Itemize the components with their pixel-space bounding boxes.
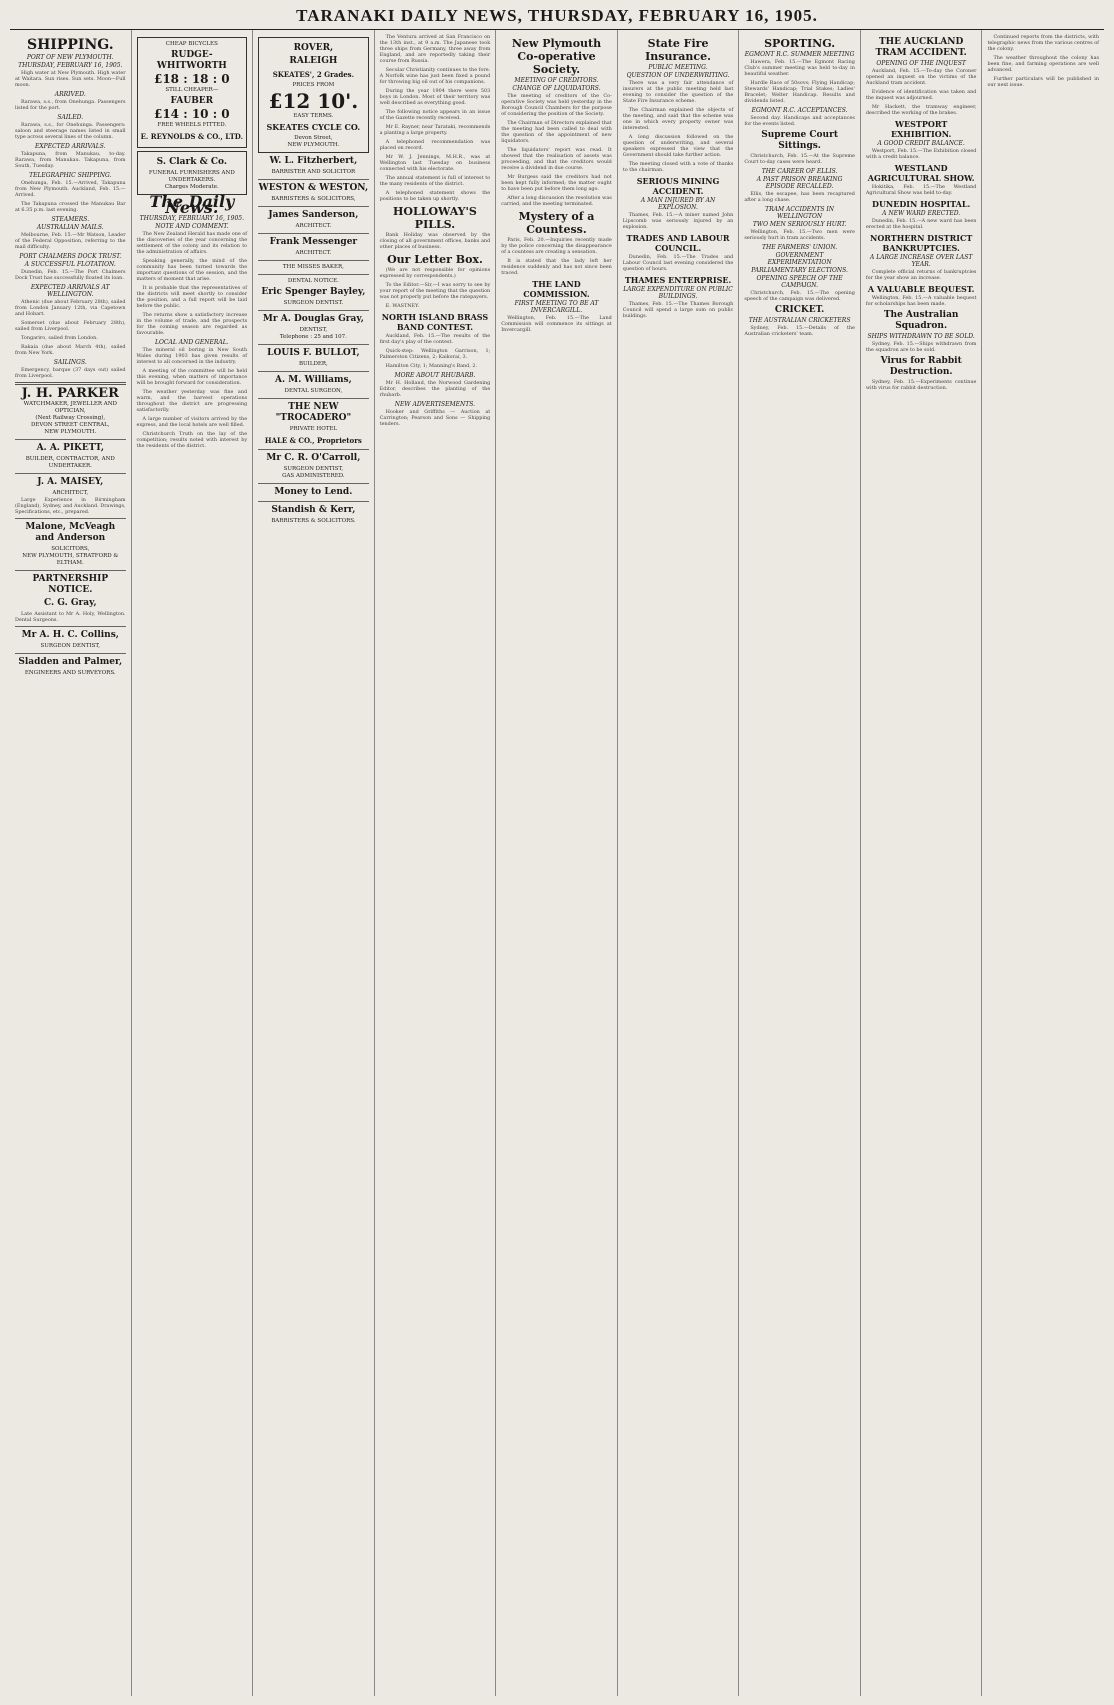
divider (258, 206, 369, 207)
col4-text-top: The Ventura arrived at San Francisco on the 13th inst., at 9 a.m. The Japanese took three ships from Germany, three away from England, and are reportedly taking their course from Russia. Secular Christianity continues to the fore. A Norfolk wine has just been fixed a pound for throwing big oil out of his companions. During the year 1904 there were 503 boys in London. Most of their territory was well described as everything good. The following notice appears in an issue of the Gazette recently received. Mr E. Rayner, near Tarataki, recommends a planting a large property. A telephoned recommendation was placed on record. Mr W. J. Jennings, M.H.R., was at Wellington last Tuesday on business connected with his electorate. The annual statement is full of interest to the many residents of the district. A telephoned statement shows the positions to be taken up shortly. (379, 34, 491, 202)
divider (15, 653, 126, 654)
ad-partnership: PARTNERSHIP NOTICE. (32, 574, 109, 595)
divider (258, 179, 369, 180)
divider (258, 233, 369, 234)
bequest-heading: A VALUABLE BEQUEST. (867, 284, 975, 294)
steamers-heading: STEAMERS. (51, 216, 90, 223)
agri-text: Hokitika, Feb. 15.—The Westland Agricultural Show was held to-day. (865, 184, 977, 196)
ad-weston: WESTON & WESTON, (258, 183, 369, 193)
tram-accidents-heading: TRAM ACCIDENTS IN WELLINGTON (765, 206, 835, 220)
mining-heading: SERIOUS MINING ACCIDENT. (636, 176, 720, 196)
liquidators-heading: CHANGE OF LIQUIDATORS. (512, 85, 601, 92)
daily-news-date: THURSDAY, FEBRUARY 16, 1905. (139, 215, 244, 222)
ad-easy: EASY TERMS. (293, 113, 334, 119)
ad-baker: THE MISSES BAKER, (282, 264, 344, 270)
egmont-heading: EGMONT R.C. SUMMER MEETING (744, 51, 855, 58)
sailings-text: Emergency, barque (37 days out) sailed from Liverpool. (15, 367, 126, 379)
maisey-text: Large Experience in Birmingham (England), Sydney, and Auckland. Drawings, Specifications, etc., prepared. (15, 497, 126, 515)
ad-messenger-line1: ARCHITECT. (295, 250, 332, 256)
column-3 (253, 30, 375, 1696)
ad-skeates-grades: SKEATES', 2 Grades. (272, 70, 355, 79)
port-subheading: PORT OF NEW PLYMOUTH. (26, 54, 114, 61)
column-5 (496, 30, 618, 1696)
ad-sanderson-line1: ARCHITECT. (295, 223, 332, 229)
column-6 (618, 30, 740, 1696)
virus-text: Sydney, Feb. 15.—Experiments continue with virus for rabbit destruction. (865, 379, 977, 391)
ad-clark-line1: FUNERAL FURNISHERS AND UNDERTAKERS. (148, 170, 235, 183)
australians-heading: THE AUSTRALIAN CRICKETERS (748, 317, 851, 324)
bankruptcies-sub: A LARGE INCREASE OVER LAST YEAR. (869, 254, 973, 268)
egmont-acceptances-heading: EGMONT R.C. ACCEPTANCES. (751, 107, 848, 114)
ad-parker-name: J. H. PARKER (21, 386, 119, 401)
mining-sub: A MAN INJURED BY AN EXPLOSION. (640, 197, 716, 211)
local-text: The mineral oil boring in New South Wales during 1903 has given results of interest to all concerned in the industry. A meeting of the committee will be held this evening, when matters of importance will be brought forward for consideration. The weather yesterday was fine and warm, and the harvest operations throughout the district are progressing satisfactorily. A large number of visitors arrived by the express, and the local hotels are well filled. Christchurch Truth on the lay of the competition; results noted with interest by the residents of the district. (136, 347, 248, 449)
divider (15, 473, 126, 474)
gray-text: Late Assistant to Mr A. Holy, Wellington. Dental Surgeons. (15, 611, 126, 623)
mining-text: Thames, Feb. 15.—A miner named John Lipscomb was seriously injured by an explosion. (622, 212, 734, 230)
divider (258, 501, 369, 502)
parliamentary-heading: PARLIAMENTARY ELECTIONS. (751, 267, 848, 274)
letter-box-heading: Our Letter Box. (387, 253, 483, 266)
expected-text: Takapuna, from Manukau, to-day. Rarawa, from Manukau. Takapuna, from South, Tuesday. (15, 151, 126, 169)
ships-text: Sydney, Feb. 15.—Ships withdrawn from the squadron are to be sold. (865, 341, 977, 353)
bankruptcies-heading: NORTHERN DISTRICT BANKRUPTCIES. (870, 233, 973, 253)
gov-exp-heading: GOVERNMENT EXPERIMENTATION (767, 252, 832, 266)
ad-malone-line1: SOLICITORS, (51, 546, 90, 552)
ad-clark (137, 151, 248, 195)
divider (15, 382, 126, 385)
mails-text: Melbourne, Feb. 15.—Mr Watson, Leader of the Federal Opposition, referring to the mail difficulty. (15, 232, 126, 250)
ad-hale: HALE & CO., Proprietors (264, 436, 362, 445)
rhubarb-text: Mr H. Holland, the Norwood Gardening Editor, describes the planting of the rhubarb. (379, 380, 491, 398)
divider (258, 449, 369, 450)
ad-price3: £12 10'. (268, 89, 359, 113)
tram-text: Wellington, Feb. 15.—Two men were seriously hurt in tram accidents. (744, 229, 855, 241)
column-1 (10, 30, 132, 1696)
ad-fitz-line1: BARRISTER AND SOLICITOR (271, 169, 356, 175)
telegraphic-text: Onehunga, Feb. 15.—Arrived, Takapuna from New Plymouth. Auckland, Feb. 15.—Arrived. The Takapuna crossed the Manukau Bar at 6.35 p.m. last evening. (15, 180, 126, 213)
fire-heading: State Fire Insurance. (645, 37, 711, 63)
campaign-text: Christchurch, Feb. 15.—The opening speech of the campaign was delivered. (744, 290, 855, 302)
westport-text: Westport, Feb. 15.—The Exhibition closed with a credit balance. (865, 148, 977, 160)
telegraphic-heading: TELEGRAPHIC SHIPPING. (29, 172, 112, 179)
ad-malone-line2: NEW PLYMOUTH, STRATFORD & ELTHAM. (22, 553, 119, 566)
ad-trocadero: THE NEW "TROCADERO" (275, 402, 352, 423)
ad-parker-line3: (Next Railway Crossing), (35, 415, 106, 421)
ad-price2: £14 : 10 : 0 (153, 107, 230, 121)
ad-reynolds: E. REYNOLDS & CO., LTD. (140, 132, 244, 141)
coop-text: The meeting of creditors of the Co-operative Society was held yesterday in the Borough Council Chambers for the purpose of considering the position of the Society. The Chairman of Directors explained that the meeting had been called to deal with the question of the appointment of new liquidators. The liquidators' report was read. It showed that the realisation of assets was proceeding, and that the creditors would receive a dividend in due course. Mr Burgess said the creditors had not been kept fully informed; the matter ought to have been put before them long ago. After a long discussion the resolution was carried, and the meeting terminated. (501, 93, 612, 207)
arrived-heading: ARRIVED. (54, 91, 86, 98)
land-heading: THE LAND COMMISSION. (523, 279, 590, 299)
cricket-text: Sydney, Feb. 15.—Details of the Australian cricketers' team. (744, 325, 855, 337)
dunedin-heading: DUNEDIN HOSPITAL. (872, 199, 971, 209)
ad-money: Money to Lend. (274, 487, 353, 497)
ad-collins-line1: SURGEON DENTIST, (40, 643, 101, 649)
ad-clark-line2: Charges Moderate. (164, 184, 219, 190)
ad-bullot-line1: BUILDER, (298, 361, 328, 367)
ad-messenger: Frank Messenger (269, 237, 358, 247)
inquest-text: Auckland, Feb. 15.—To-day the Coroner opened an inquest on the victims of the Auckland tram accident. Evidence of identification was taken and the inquest was adjourned. Mr Hackett, the tramway engineer, described the working of the brakes. (865, 68, 977, 116)
expected-heading: EXPECTED ARRIVALS. (35, 143, 106, 150)
ad-gray-dentist-line2: Telephone : 25 and 107. (279, 334, 347, 340)
columns (10, 30, 1104, 1696)
thames-text: Thames, Feb. 15.—The Thames Borough Council will spend a large sum on public buildings. (622, 301, 734, 319)
ad-dental: DENTAL NOTICE. (287, 278, 339, 284)
ad-skeates (258, 37, 369, 153)
sailings-heading: SAILINGS. (53, 359, 87, 366)
cricket-heading: CRICKET. (774, 305, 825, 315)
ad-raleigh: RALEIGH (289, 56, 338, 66)
dunedin-text: Dunedin, Feb. 15.—A new ward has been erected at the hospital. (865, 218, 977, 230)
supreme-text: Christchurch, Feb. 15.—At the Supreme Court to-day cases were heard. (744, 153, 855, 165)
ad-ocarroll-line1: SURGEON DENTIST, (283, 466, 344, 472)
ad-skeates-co: SKEATES CYCLE CO. (266, 122, 361, 132)
column-9 (982, 30, 1104, 1696)
agri-heading: WESTLAND AGRICULTURAL SHOW. (867, 163, 975, 183)
dunedin-sub: A NEW WARD ERECTED. (882, 210, 961, 217)
dock-text: Dunedin, Feb. 15.—The Port Chalmers Dock Trust has successfully floated its loan. (15, 269, 126, 281)
ad-price1: £18 : 18 : 0 (153, 72, 230, 86)
ad-gray-dentist: Mr A. Douglas Gray, (262, 314, 364, 324)
ad-prices-from: PRICES FROM (292, 82, 335, 88)
shipping-text: High water at New Plymouth. High water at Waitara. Sun rises. Sun sets. Moon—Full moon. (15, 70, 126, 88)
divider (258, 310, 369, 311)
col9-text: Continued reports from the districts, with telegraphic news from the various centres of the colony. The weather throughout the colony has been fine, and farming operations are well advanced. Further particulars will be published in our next issue. (987, 34, 1099, 88)
band-text: Auckland, Feb. 15.—The results of the first day's play of the contest. Quick-step: Wellington Garrison, 1; Palmerston Citizens, 2; Kaikorai, 3. Hamilton City, 1; Manning's Band, 2. (379, 333, 491, 369)
column-8 (861, 30, 983, 1696)
divider (15, 626, 126, 627)
column-2 (132, 30, 254, 1696)
ad-ocarroll: Mr C. R. O'Carroll, (266, 453, 361, 463)
ellis-text: Ellis, the escapee, has been recaptured after a long chase. (744, 191, 855, 203)
ad-free: FREE WHEELS FITTED. (157, 122, 227, 128)
tram-accident-heading: THE AUCKLAND TRAM ACCIDENT. (875, 37, 967, 58)
ad-maisey-line1: ARCHITECT, (52, 490, 89, 496)
ad-cheap-bicycles (137, 37, 248, 148)
ad-bayley-line1: SURGEON DENTIST. (283, 300, 344, 306)
ad-fitzherbert: W. L. Fitzherbert, (269, 156, 358, 166)
sailed-heading: SAILED. (57, 114, 84, 121)
ad-fauber: FAUBER (170, 96, 214, 106)
notes-text: The New Zealand Herald has made one of the discoveries of the year concerning the settlement of the colony and its relation to the administration of affairs. Speaking generally, the mind of the community has been turned towards the important questions of the session, and the matters of moment that arise. It is probable that the representatives of the districts will meet shortly to consider the position, and a full report will be laid before the public. The returns show a satisfactory increase in the volume of trade, and the prospects for the coming season are regarded as favourable. (136, 231, 248, 336)
masthead: TARANAKI DAILY NEWS, THURSDAY, FEBRUARY 16, 1905. (10, 6, 1104, 30)
thames-sub: LARGE EXPENDITURE ON PUBLIC BUILDINGS. (623, 286, 733, 300)
band-heading: NORTH ISLAND BRASS BAND CONTEST. (381, 312, 489, 332)
divider (258, 344, 369, 345)
australian-mails-heading: AUSTRALIAN MAILS. (36, 224, 104, 231)
ad-clark-name: S. Clark & Co. (156, 157, 228, 167)
virus-heading: Virus for Rabbit Destruction. (880, 356, 962, 377)
ad-rudge: RUDGE-WHITWORTH (156, 50, 227, 71)
port-chalmers-heading: PORT CHALMERS DOCK TRUST. (19, 253, 122, 260)
creditors-heading: MEETING OF CREDITORS. (514, 77, 599, 84)
ad-sanderson: James Sanderson, (268, 210, 359, 220)
sporting-text: Hawera, Feb. 15.—The Egmont Racing Club's summer meeting was held to-day in beautiful weather. Hurdle Race of 50sovs; Flying Handicap; Stewards' Handicap; Trial Stakes; Ladies' Bracelet; Welter Handicap. Results and dividends listed. (744, 59, 855, 104)
underwriting-heading: QUESTION OF UNDERWRITING. (626, 72, 730, 79)
westport-heading: WESTPORT EXHIBITION. (890, 119, 952, 139)
ad-trocadero-line1: PRIVATE HOTEL (289, 426, 338, 432)
holloway-text: Bank Holiday was observed by the closing of all government offices, banks and other places of business. (379, 232, 491, 250)
divider (258, 398, 369, 399)
ad-gray-dentist-line1: DENTIST, (299, 327, 328, 333)
supreme-court-heading: Supreme Court Sittings. (761, 130, 838, 151)
ad-cheap-heading: CHEAP BICYCLES (165, 41, 218, 47)
ad-standish-line1: BARRISTERS & SOLICITORS. (271, 518, 356, 524)
divider (15, 570, 126, 571)
prison-heading: A PAST PRISON BREAKING EPISODE RECALLED. (756, 176, 843, 190)
fire-text: There was a very fair attendance of insurers at the public meeting held last evening to consider the question of the State Fire Insurance scheme. The Chairman explained the objects of the meeting, and said that the scheme was one in which every property owner was interested. A long discussion followed on the question of underwriting, and several speakers expressed the view that the Government should take further action. The meeting closed with a vote of thanks to the chairman. (622, 80, 734, 173)
ad-skeates-addr: Devon Street, (294, 135, 333, 141)
ad-bullot: LOUIS F. BULLOT, (267, 348, 360, 358)
wellington-text: Athenic (due about February 28th), sailed from London January 12th, via Capetown and Hobart. Somerset (due about February 28th), sailed from Liverpool. Tongariro, sailed from London. Rakaia (due about March 4th), sailed from New York. (15, 299, 126, 356)
first-meeting-heading: FIRST MEETING TO BE AT INVERCARGILL. (514, 300, 599, 314)
ad-sladden-name: Sladden and Palmer, (18, 657, 123, 667)
ellis-heading: THE CAREER OF ELLIS. (761, 168, 838, 175)
thames-heading: THAMES ENTERPRISE. (624, 275, 732, 285)
ad-still: STILL CHEAPER— (165, 87, 219, 93)
ad-williams: A. M. Williams, (275, 375, 352, 385)
campaign-heading: OPENING SPEECH OF THE CAMPAIGN. (756, 275, 843, 289)
rhubarb-heading: MORE ABOUT RHUBARB. (394, 372, 476, 379)
ad-gas: GAS ADMINISTERED. (282, 473, 345, 479)
successful-heading: A SUCCESSFUL FLOTATION. (24, 261, 116, 268)
ad-skeates-town: NEW PLYMOUTH. (287, 142, 340, 148)
westport-sub: A GOOD CREDIT BALANCE. (877, 140, 965, 147)
arrived-text: Rarawa, s.s., from Onehunga. Passengers listed for the port. (15, 99, 126, 111)
holloway-heading: HOLLOWAY'S PILLS. (393, 205, 477, 231)
trades-heading: TRADES AND LABOUR COUNCIL. (626, 233, 730, 253)
tram-sub: TWO MEN SERIOUSLY HURT. (752, 221, 847, 228)
ad-rover: ROVER, (293, 43, 334, 53)
ad-standish: Standish & Kerr, (271, 505, 356, 515)
note-comment-heading: NOTE AND COMMENT. (155, 223, 229, 230)
divider (258, 260, 369, 261)
column-7 (739, 30, 861, 1696)
divider (258, 371, 369, 372)
new-ads-heading: NEW ADVERTISEMENTS. (394, 401, 476, 408)
ad-collins-name: Mr A. H. C. Collins, (21, 630, 119, 640)
ad-williams-line1: DENTAL SURGEON, (284, 388, 343, 394)
ships-heading: SHIPS WITHDRAWN TO BE SOLD. (867, 333, 975, 340)
trades-text: Dunedin, Feb. 15.—The Trades and Labour Council last evening considered the question of hours. (622, 254, 734, 272)
ad-malone-name: Malone, McVeagh and Anderson (25, 522, 116, 543)
ad-pikett-name: A. A. PIKETT, (36, 443, 104, 453)
inquest-heading: OPENING OF THE INQUEST (876, 60, 966, 67)
sporting-heading: SPORTING. (764, 37, 836, 50)
ad-parker-line1: WATCHMAKER, JEWELLER AND (23, 401, 117, 407)
shipping-date: THURSDAY, FEBRUARY 16, 1905. (18, 62, 123, 69)
farmers-heading: THE FARMERS' UNION. (762, 244, 838, 251)
land-text: Wellington, Feb. 15.—The Land Commission will commence its sittings at Invercargill. (501, 315, 612, 333)
letter-text: (We are not responsible for opinions expressed by correspondents.) To the Editor.—Sir,—I was sorry to see by your report of the meeting that the question was not properly put before the ratepayers. E. WASTNEY. (379, 267, 491, 309)
countess-heading: Mystery of a Countess. (518, 210, 595, 236)
coop-heading: New Plymouth Co-operative Society. (511, 37, 602, 76)
countess-text: Paris, Feb. 20.—Inquiries recently made by the police concerning the disappearance of a countess are creating a sensation. It is stated that the lady left her residence suddenly and has not since been traced. (501, 237, 612, 276)
ad-bayley: Eric Spenger Bayley, (261, 287, 366, 297)
expected-wellington-heading: EXPECTED ARRIVALS AT WELLINGTON. (30, 284, 110, 298)
local-general-heading: LOCAL AND GENERAL. (155, 339, 229, 346)
ad-parker-line5: NEW PLYMOUTH. (44, 429, 97, 435)
column-4 (375, 30, 497, 1696)
ad-gray-name: C. G. Gray, (43, 598, 97, 608)
sailed-text: Rarawa, s.s., for Onehunga. Passengers: saloon and steerage names listed in small type across several lines of the column. (15, 122, 126, 140)
ad-parker-line2: OPTICIAN, (54, 408, 86, 414)
divider (15, 518, 126, 519)
shipping-heading: SHIPPING. (26, 37, 114, 53)
bequest-text: Wellington, Feb. 15.—A valuable bequest for scholarships has been made. (865, 295, 977, 307)
ad-maisey-name: J. A. MAISEY, (37, 477, 104, 487)
daily-news-title: The Daily News. (149, 192, 235, 217)
public-meeting-heading: PUBLIC MEETING. (648, 64, 708, 71)
ad-sladden-line1: ENGINEERS AND SURVEYORS. (24, 670, 116, 676)
bankruptcies-text: Complete official returns of bankruptcies for the year show an increase. (865, 269, 977, 281)
ad-weston-line1: BARRISTERS & SOLICITORS, (271, 196, 356, 202)
ad-pikett-line1: BUILDER, CONTRACTOR, AND UNDERTAKER. (25, 456, 115, 469)
divider (15, 439, 126, 440)
divider (258, 483, 369, 484)
divider (258, 274, 369, 275)
new-ads-text: Hooker and Griffiths — Auction at Carrington; Pearson and Sons — Shipping tenders. (379, 409, 491, 427)
squadron-heading: The Australian Squadron. (883, 310, 959, 331)
acceptances-text: Second day. Handicaps and acceptances for the events listed. (744, 115, 855, 127)
ad-parker-line4: DEVON STREET CENTRAL, (30, 422, 110, 428)
